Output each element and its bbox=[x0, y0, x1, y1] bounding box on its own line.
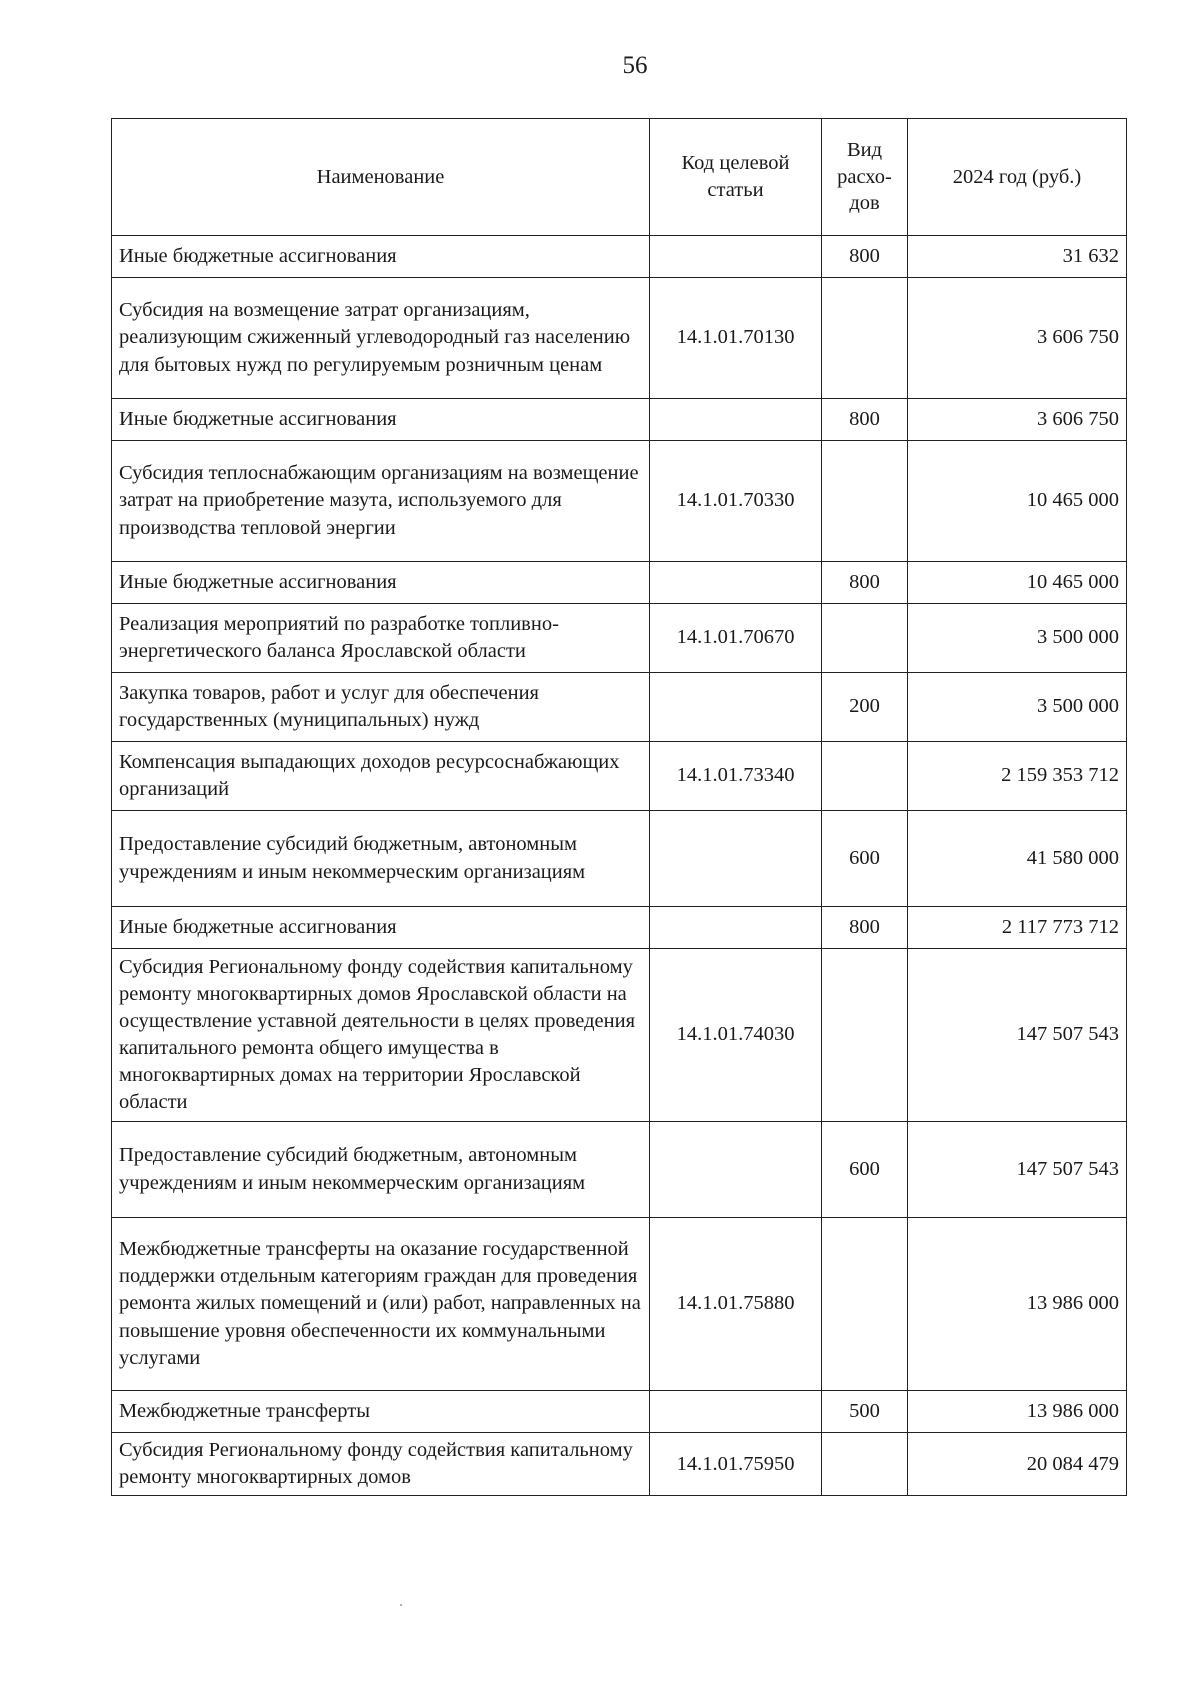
row-amount-cell: 3 500 000 bbox=[908, 604, 1127, 673]
table-row bbox=[112, 441, 1127, 562]
row-type-cell: 800 bbox=[822, 236, 908, 278]
row-amount-cell: 10 465 000 bbox=[908, 562, 1127, 604]
row-type-cell bbox=[822, 278, 908, 399]
row-code-cell: 14.1.01.73340 bbox=[650, 742, 822, 811]
table-row bbox=[112, 811, 1127, 907]
row-name-cell: Предоставление субсидий бюджетным, автономным учреждениям и иным некоммерческим организациям bbox=[112, 1122, 650, 1218]
row-amount-cell: 147 507 543 bbox=[908, 949, 1127, 1122]
row-amount-cell: 2 117 773 712 bbox=[908, 907, 1127, 949]
row-type-cell bbox=[822, 742, 908, 811]
row-code-cell bbox=[650, 673, 822, 742]
row-code-cell: 14.1.01.70330 bbox=[650, 441, 822, 562]
row-name-cell: Межбюджетные трансферты на оказание государственной поддержки отдельным категориям граждан для проведения ремонта жилых помещений и (или) работ, направленных на повышение уровня обеспеченности их коммунальными услугами bbox=[112, 1218, 650, 1391]
row-code-cell: 14.1.01.75950 bbox=[650, 1433, 822, 1496]
row-name-cell: Межбюджетные трансферты bbox=[112, 1391, 650, 1433]
header-code: Код целевой статьи bbox=[650, 119, 822, 236]
row-name-cell: Предоставление субсидий бюджетным, автономным учреждениям и иным некоммерческим организациям bbox=[112, 811, 650, 907]
table-row bbox=[112, 1218, 1127, 1391]
row-amount-cell: 2 159 353 712 bbox=[908, 742, 1127, 811]
row-amount-cell: 3 606 750 bbox=[908, 399, 1127, 441]
row-amount-cell: 41 580 000 bbox=[908, 811, 1127, 907]
row-code-cell: 14.1.01.74030 bbox=[650, 949, 822, 1122]
row-name-cell: Иные бюджетные ассигнования bbox=[112, 562, 650, 604]
row-type-cell: 500 bbox=[822, 1391, 908, 1433]
table-row bbox=[112, 1433, 1127, 1496]
table-row bbox=[112, 949, 1127, 1122]
row-amount-cell: 20 084 479 bbox=[908, 1433, 1127, 1496]
row-code-cell bbox=[650, 811, 822, 907]
table-row bbox=[112, 236, 1127, 278]
row-amount-cell: 147 507 543 bbox=[908, 1122, 1127, 1218]
row-name-cell: Субсидия Региональному фонду содействия капитальному ремонту многоквартирных домов Ярославской области на осуществление уставной деятельности в целях проведения капитального ремонта общего имущества в многоквартирных домах на территории Ярославской области bbox=[112, 949, 650, 1122]
row-name-cell: Компенсация выпадающих доходов ресурсоснабжающих организаций bbox=[112, 742, 650, 811]
row-type-cell: 800 bbox=[822, 907, 908, 949]
table-row bbox=[112, 742, 1127, 811]
row-amount-cell: 31 632 bbox=[908, 236, 1127, 278]
table-row bbox=[112, 1391, 1127, 1433]
table-row bbox=[112, 399, 1127, 441]
row-type-cell: 800 bbox=[822, 399, 908, 441]
row-amount-cell: 13 986 000 bbox=[908, 1218, 1127, 1391]
table-row bbox=[112, 1122, 1127, 1218]
row-type-cell bbox=[822, 1433, 908, 1496]
row-name-cell: Субсидия Региональному фонду содействия капитальному ремонту многоквартирных домов bbox=[112, 1433, 650, 1496]
row-type-cell: 200 bbox=[822, 673, 908, 742]
table-row bbox=[112, 604, 1127, 673]
row-name-cell: Иные бюджетные ассигнования bbox=[112, 907, 650, 949]
row-name-cell: Иные бюджетные ассигнования bbox=[112, 399, 650, 441]
row-code-cell bbox=[650, 236, 822, 278]
row-name-cell: Субсидия на возмещение затрат организациям, реализующим сжиженный углеводородный газ населению для бытовых нужд по регулируемым розничным ценам bbox=[112, 278, 650, 399]
row-type-cell: 600 bbox=[822, 811, 908, 907]
row-amount-cell: 3 606 750 bbox=[908, 278, 1127, 399]
table-body bbox=[112, 236, 1127, 1496]
row-type-cell bbox=[822, 604, 908, 673]
row-code-cell: 14.1.01.70670 bbox=[650, 604, 822, 673]
table-header-row bbox=[112, 119, 1127, 236]
row-name-cell: Закупка товаров, работ и услуг для обеспечения государственных (муниципальных) нужд bbox=[112, 673, 650, 742]
row-code-cell: 14.1.01.75880 bbox=[650, 1218, 822, 1391]
row-type-cell: 600 bbox=[822, 1122, 908, 1218]
row-code-cell bbox=[650, 1391, 822, 1433]
row-name-cell: Реализация мероприятий по разработке топливно-энергетического баланса Ярославской области bbox=[112, 604, 650, 673]
table-row bbox=[112, 562, 1127, 604]
row-code-cell: 14.1.01.70130 bbox=[650, 278, 822, 399]
row-amount-cell: 13 986 000 bbox=[908, 1391, 1127, 1433]
page-number: 56 bbox=[622, 52, 648, 79]
row-amount-cell: 10 465 000 bbox=[908, 441, 1127, 562]
row-code-cell bbox=[650, 907, 822, 949]
row-amount-cell: 3 500 000 bbox=[908, 673, 1127, 742]
scan-speck bbox=[400, 1604, 402, 1606]
row-type-cell bbox=[822, 949, 908, 1122]
row-name-cell: Иные бюджетные ассигнования bbox=[112, 236, 650, 278]
row-code-cell bbox=[650, 1122, 822, 1218]
header-name: Наименование bbox=[112, 119, 650, 236]
row-type-cell: 800 bbox=[822, 562, 908, 604]
table-row bbox=[112, 907, 1127, 949]
header-type: Вид расхо-дов bbox=[822, 119, 908, 236]
table-row bbox=[112, 673, 1127, 742]
budget-table bbox=[111, 118, 1127, 1496]
row-code-cell bbox=[650, 562, 822, 604]
row-type-cell bbox=[822, 441, 908, 562]
header-amount: 2024 год (руб.) bbox=[908, 119, 1127, 236]
row-name-cell: Субсидия теплоснабжающим организациям на возмещение затрат на приобретение мазута, используемого для производства тепловой энергии bbox=[112, 441, 650, 562]
row-code-cell bbox=[650, 399, 822, 441]
table-row bbox=[112, 278, 1127, 399]
row-type-cell bbox=[822, 1218, 908, 1391]
